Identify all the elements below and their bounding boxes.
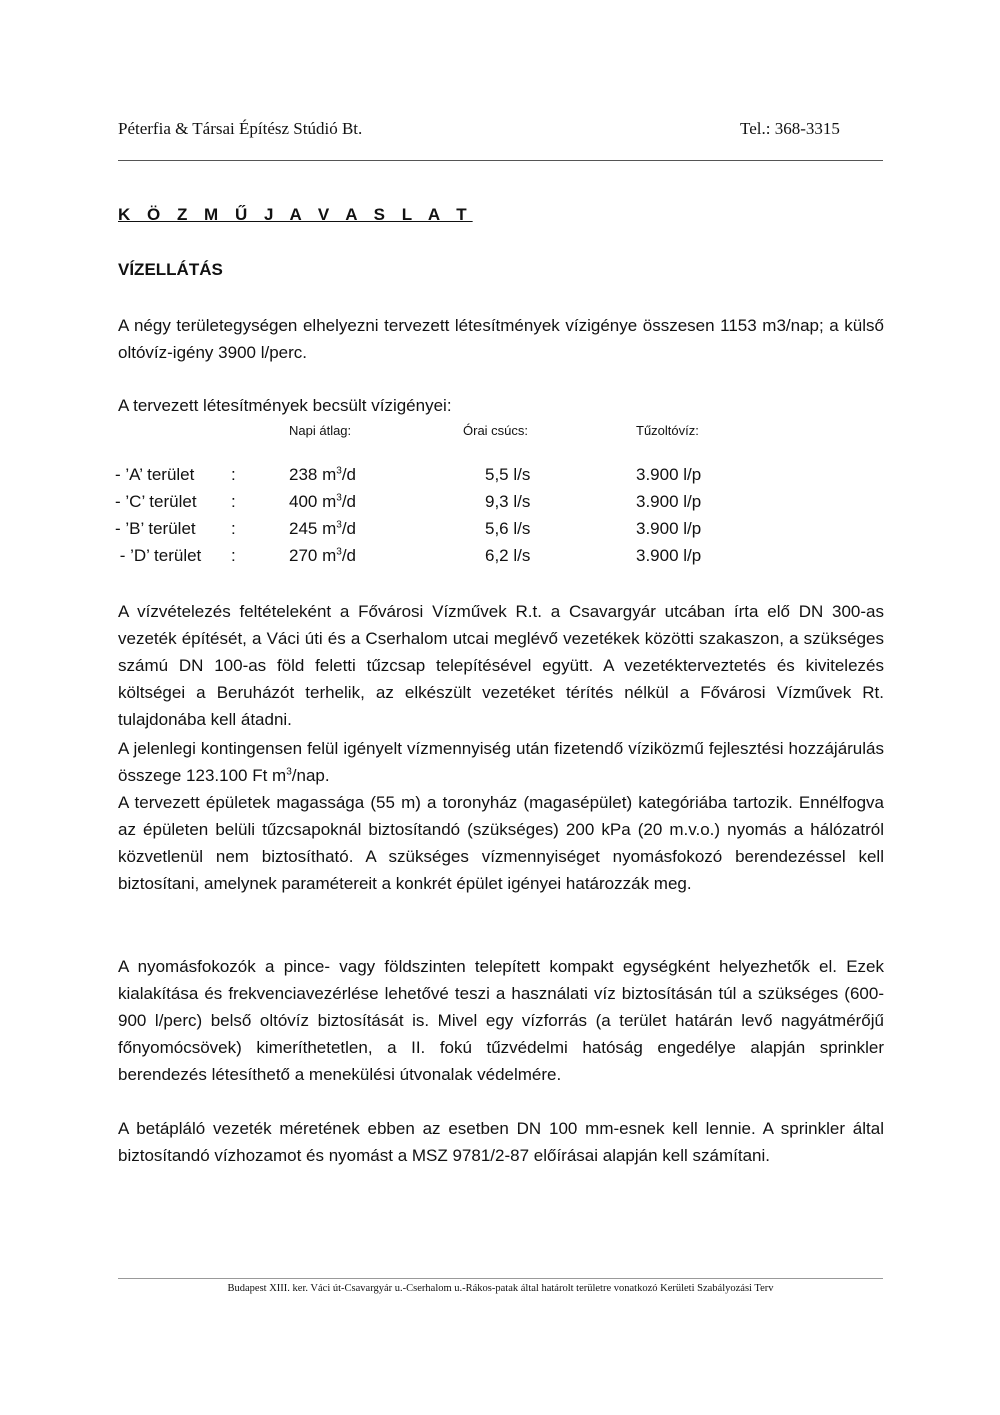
footer-text: Budapest XIII. ker. Váci út-Csavargyár u.-Cserhalom u.-Rákos-patak által határolt területre vonatkozó Kerületi Szabályozási Terv: [227, 1283, 774, 1294]
row-peak: 9,3 l/s: [485, 492, 531, 511]
column-header-peak: Órai csúcs:: [463, 423, 529, 438]
column-header-daily: Napi átlag:: [289, 423, 352, 438]
document-title: K Ö Z M Ű J A V A S L A T: [118, 205, 473, 224]
intro-paragraph: A négy területegységen elhelyezni tervezett létesítmények vízigénye összesen 1153 m3/nap; a külső oltóvíz-igény 3900 l/perc.: [118, 316, 884, 362]
table-row: [0, 546, 1000, 570]
row-peak: 5,6 l/s: [485, 519, 531, 538]
row-peak: 5,5 l/s: [485, 465, 531, 484]
row-peak: 6,2 l/s: [485, 546, 531, 565]
row-daily: 270 $m^3/d$: [289, 546, 356, 565]
row-colon: :: [231, 519, 236, 538]
column-header-fire: Tűzoltóvíz:: [636, 423, 699, 438]
row-daily: 238 $m^3/d$: [289, 465, 356, 484]
row-daily: 245 $m^3/d$: [289, 519, 356, 538]
body-paragraph: A jelenlegi kontingensen felül igényelt vízmennyiség után fizetendő víziközmű fejlesztési hozzájárulás összege 123.100 Ft $m^3$/nap.: [118, 739, 884, 785]
table-lead: A tervezett létesítmények becsült vízigényei:: [118, 396, 452, 415]
row-fire: 3.900 l/p: [636, 519, 702, 538]
row-label: - ’B’ terület: [115, 519, 196, 538]
table-row: [0, 519, 1000, 543]
row-colon: :: [231, 546, 236, 565]
body-paragraph: A tervezett épületek magassága (55 m) a toronyház (magasépület) kategóriába tartozik. Ennélfogva az épületen belüli tűzcsapoknál biztosítandó (szükséges) 200 kPa (20 m.v.o.) nyomás a hálózatról közvetlenül nem biztosítható. A szükséges vízmennyiséget nyomásfokozó berendezéssel kell biztosítani, amelynek paramétereit a konkrét épület igényei határozzák meg.: [118, 793, 884, 893]
table-row: [0, 465, 1000, 489]
row-colon: :: [231, 492, 236, 511]
row-label: - ’D’ terület: [115, 546, 202, 565]
body-paragraph: A nyomásfokozók a pince- vagy földszinten telepített kompakt egységként helyezhetők el. Ezek kialakítása és frekvenciavezérlése lehetővé teszi a használati víz biztosításán túl a szükséges (600-900 l/perc) belső oltóvíz biztosítását is. Mivel egy vízforrás (a terület határán levő nagyátmérőjű főnyomócsövek) kimeríthetetlen, a II. fokú tűzvédelmi hatóság engedélye alapján sprinkler berendezés létesíthető a menekülési útvonalak védelmére.: [118, 957, 884, 1084]
row-label: - ’A’ terület: [115, 465, 195, 484]
header-company: Péterfia & Társai Építész Stúdió Bt.: [118, 119, 363, 138]
row-fire: 3.900 l/p: [636, 492, 702, 511]
body-paragraph: A betápláló vezeték méretének ebben az esetben DN 100 mm-esnek kell lennie. A sprinkler által biztosítandó vízhozamot és nyomást a MSZ 9781/2-87 előírásai alapján kell számítani.: [118, 1119, 884, 1165]
header-divider: [118, 160, 883, 161]
header-phone: Tel.: 368-3315: [740, 119, 840, 138]
table-row: [0, 492, 1000, 516]
body-paragraph: A vízvételezés feltételeként a Fővárosi Vízművek R.t. a Csavargyár utcában írta elő DN 300-as vezeték építését, a Váci úti és a Cserhalom utcai meglévő vezetékek közötti szakaszon, a szükséges számú DN 100-as föld feletti tűzcsap telepítésével együtt. A vezetékterveztetés és kivitelezés költségei a Beruházót terhelik, az elkészült vezetéket térítés nélkül a Fővárosi Vízművek Rt. tulajdonába kell átadni.: [118, 602, 884, 729]
section-title: VÍZELLÁTÁS: [118, 260, 223, 279]
row-fire: 3.900 l/p: [636, 546, 702, 565]
row-label: - ’C’ terület: [115, 492, 197, 511]
row-daily: 400 $m^3/d$: [289, 492, 356, 511]
row-colon: :: [231, 465, 236, 484]
row-fire: 3.900 l/p: [636, 465, 702, 484]
footer-divider: [118, 1278, 883, 1279]
